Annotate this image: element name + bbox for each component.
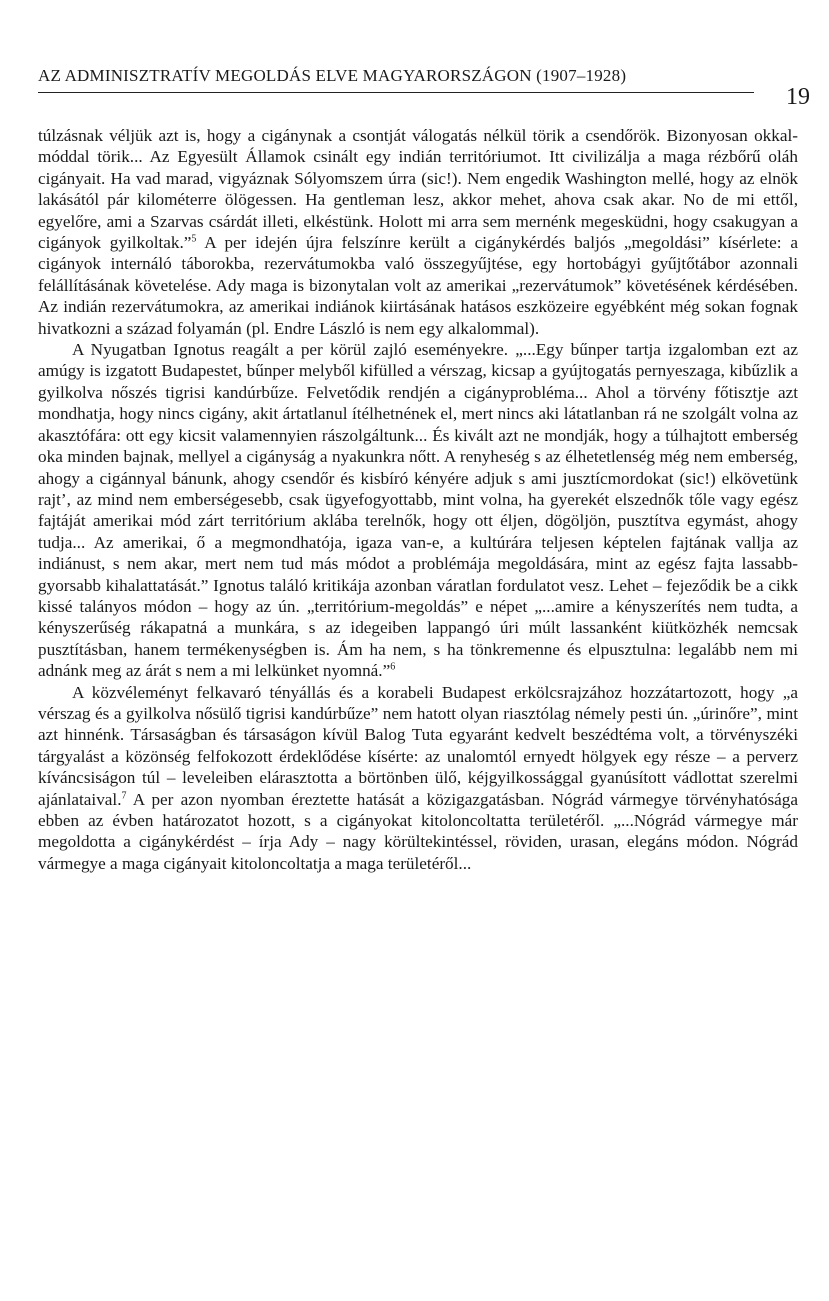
paragraph-text: A Nyugatban Ignotus reagált a per körül zajló eseményekre. „...Egy bűnper tartja izgalomban ezt az amúgy is izgatott Budapestet, bűnper melyből kifülled a vérszag, kicsap a gyújtogatás pernyeszaga, kibűzlik a gyilkolva nőszés tigrisi kandúrbűze. Felvetődik rendjén a cigányprobléma... Ahol a törvény főtisztje azt mondhatja, hogy nincs cigány, akit ártatlanul ítélhetnének el, mert nincs aki látatlanban rá ne szolgált volna az akasztófára: ott egy kicsit valamennyien rászolgáltunk... És kivált azt ne mondják, hogy a túlhajtott emberség oka minden bajnak, mellyel a cigányság a nyakunkra nőtt. A renyheség s az élhetetlenség még nem emberség, ahogy a cigánnyal bánunk, ahogy csendőr és kisbíró kényére adjuk s ami jusztícmordokat (sic!) elkövetünk rajt’, az mind nem emberségesebb, csak ügyefogyottabb, mint volna, ha gyerekét elszednők tőle vagy egész fajtáját amerikai mód zárt territórium aklába terelnők, hogy ott éljen, dögöljön, pusztítva egymást, ahogy tudja... Az amerikai, ő a megmondhatója, igaza van-e, a kultúrára teljesen képtelen fajtának vallja az indiánust, s nem akar, mert nem tud más módot a problémája megoldására, mint az egész fajta lassabb-gyorsabb kihalattatását.” Ignotus találó kritikája azonban váratlan fordulatot vesz. Lehet – fejeződik be a cikk kissé talányos módon – hogy az ún. „territórium-megoldás” e népet „...amire a kényszerítés nem tudta, a kényszerűség rákapatná a munkára, s az idegeiben lappangó úri múlt lassanként kiütközhék nemcsak pusztításban, hanem termékenységben is. Ám ha nem, s ha tönkremenne és elpusztulna: legalább nem mi adnánk meg az árát s nem a mi lelkünket nyomná.” [38,340,798,681]
page-number: 19 [786,84,810,110]
paragraph-3 [38,682,798,875]
body-text [38,125,798,874]
paragraph-text: A közvéleményt felkavaró tényállás és a korabeli Budapest erkölcsrajzához hozzátartozott, hogy „a vérszag és a gyilkolva nősülő tigrisi kandúrbűze” nem hatott olyan riasztólag némely pesti ún. „úrinőre”, mint azt hinnénk. Társaságban és társaságon kívül Balog Tuta egyaránt kedvelt beszédtéma volt, a törvényszéki tárgyalást a közönség felfokozott érdeklődése kísérte: az unalomtól ernyedt hölgyek egy része – a perverz kíváncsiságon túl – leveleiben elárasztotta a börtönben ülő, kéjgyilkossággal gyanúsított vádlottat szerelmi ajánlataival. [38,682,798,809]
footnote-marker: 7 [121,789,127,801]
paragraph-text: túlzásnak véljük azt is, hogy a cigánynak a csontját válogatás nélkül törik a csendőrök. Bizonyosan okkal-móddal törik... Az Egyesült Államok csinált egy indián territóriumot. Itt civilizálja a maga rézbőrű oláh cigányait. Ha vad marad, vigyáznak Sólyomszem úrra (sic!). Nem engedik Washington mellé, hogy az elnök lakásától pár kilométerre ölögessen. Ha gentleman lesz, akkor mehet, ahova csak akar. No de mi ettől, egyelőre, ami a Szarvas csárdát illeti, elkéstünk. Holott mi arra sem mernénk megesküdni, hogy csakugyan a cigányok gyilkoltak.” [38,126,798,253]
paragraph-2 [38,339,798,682]
footnote-marker: 6 [390,661,396,673]
paragraph-text: A per azon nyomban éreztette hatását a közigazgatásban. Nógrád vármegye törvényhatósága ebben az évben határozatot hozott, s a cigányokat kitoloncoltatta területéről. „...Nógrád vármegye már megoldotta a cigánykérdést – írja Ady – nagy körültekintéssel, röviden, urasan, elegáns módon. Nógrád vármegye a maga cigányait kitoloncoltatja a maga területéről... [38,789,798,873]
header-rule [38,92,754,93]
paragraph-1 [38,125,798,339]
paragraph-text: A per idején újra felszínre került a cigánykérdés baljós „megoldási” kísérlete: a cigányok internáló táborokba, rezervátumokba való összegyűjtése, egy hortobágyi gyűjtőtábor azonnali felállításának követelése. Ady maga is bizonytalan volt az amerikai „rezervátumok” követésének kérdésében. Az indián rezervátumokra, az amerikai indiánok kiirtásának hatásos eszközeire egyébként még sokan fognak hivatkozni a század folyamán (pl. Endre László is nem egy alkalommal). [38,233,798,338]
footnote-marker: 5 [191,233,197,245]
running-title: AZ ADMINISZTRATÍV MEGOLDÁS ELVE MAGYARORSZÁGON (1907–1928) [38,66,627,85]
running-header [38,64,818,110]
